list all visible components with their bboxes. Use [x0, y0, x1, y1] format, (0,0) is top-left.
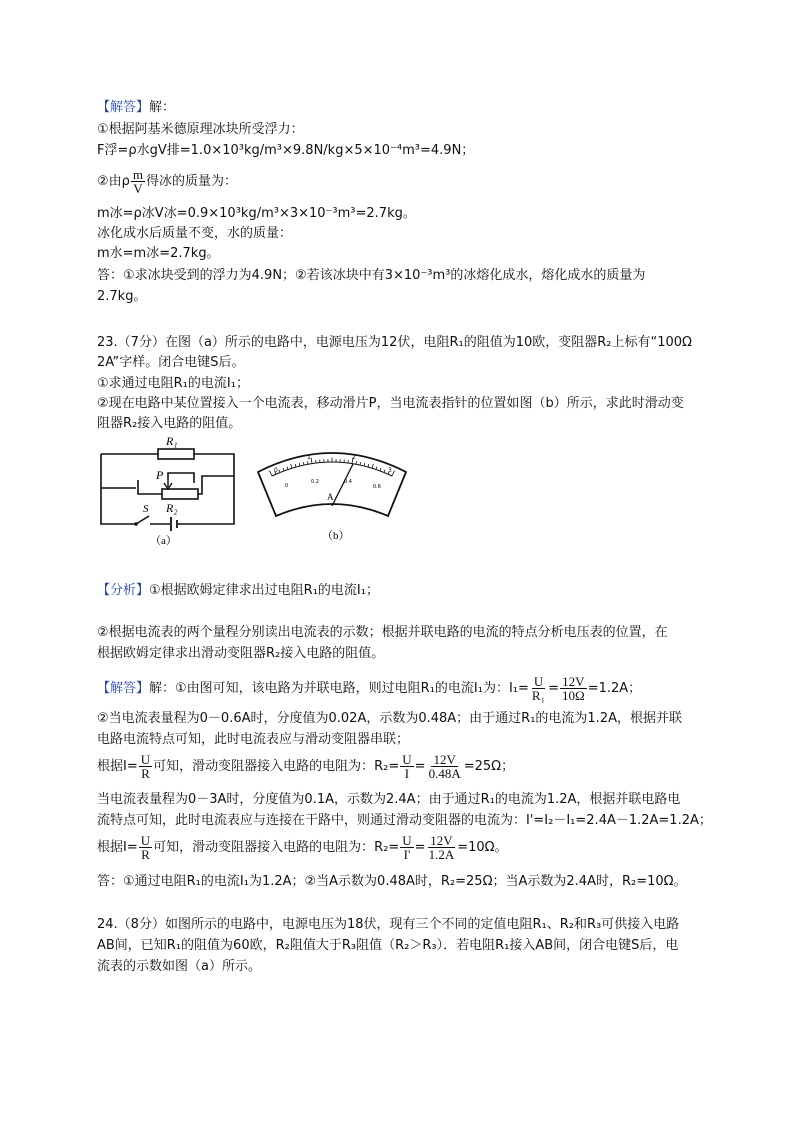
analysis-line-1: [97, 581, 379, 601]
ammeter-diagram: [252, 442, 412, 542]
fraction-12v-048a: [427, 753, 463, 780]
sub-label-0-4: 0.4: [344, 479, 352, 485]
equals-sign: =: [414, 759, 426, 774]
solution-line-1: [97, 675, 641, 701]
label-r2: R₂: [166, 501, 178, 515]
fraction-numerator: U: [140, 833, 151, 848]
fraction-u-r1: [530, 675, 547, 702]
q23-line-3: ①求通过电阻R₁的电流I₁；: [97, 376, 249, 391]
solution-text-1: 解：①由图可知，该电路为并联电路，则过电阻R₁的电流I₁为：I₁=: [149, 681, 529, 696]
scale-tick: [356, 461, 357, 464]
fraction-12v-10ohm: [560, 675, 587, 702]
label-r1: R₁: [166, 434, 178, 448]
ohm-law-text-2: 根据I=: [97, 840, 138, 855]
solution-answer-line: 答：①通过电阻R₁的电流I₁为1.2A；②当A示数为0.48A时，R₂=25Ω；当A示数为2.4A时，R₂=10Ω。: [97, 874, 687, 889]
fraction-denominator: 1.2A: [428, 847, 455, 862]
q23-line-5: 阻器R₂接入电路的阻值。: [97, 416, 242, 431]
fraction-denominator: R: [141, 847, 150, 862]
fraction-numerator: U: [402, 833, 412, 848]
buoyancy-formula-line: F浮=ρ水gV排=1.0×10³kg/m³×9.8N/kg×5×10⁻⁴m³=4.9N；: [97, 143, 475, 158]
fraction-denominator: V: [133, 181, 143, 196]
fraction-numerator: U: [402, 752, 412, 767]
solution-line-5: 当电流表量程为0－3A时，分度值为0.1A，示数为2.4A；由于通过R₁的电流为1.2A，根据并联电路电: [97, 792, 681, 807]
ice-mass-line: m冰=ρ冰V冰=0.9×10³kg/m³×3×10⁻³m³=2.7kg。: [97, 206, 416, 221]
water-mass-line: m水=m冰=2.7kg。: [97, 246, 220, 261]
sub-label-0: 0: [285, 483, 289, 489]
label-p: P: [156, 468, 164, 482]
fraction-numerator: m: [132, 167, 144, 182]
solution-line-2: ②当电流表量程为0－0.6A时，分度值为0.02A，示数为0.48A；由于通过R₁的电流为1.2A，根据并联: [97, 711, 682, 726]
tick-label-0: 0: [274, 467, 278, 474]
solution-line-6: 流特点可知，此时电流表应与连接在干路中，则通过滑动变阻器的电流为：I'=I₂－I₁=2.4A－1.2A=1.2A；: [97, 813, 712, 828]
battery-icon: [171, 517, 177, 531]
analysis-text-1: ①根据欧姆定律求出过电阻R₁的电流I₁；: [149, 583, 379, 598]
analysis-tag: 【分析】: [97, 583, 150, 598]
rheostat-r2: [162, 489, 198, 499]
fraction-numerator: U: [140, 752, 151, 767]
fraction-u-r: [139, 753, 152, 780]
solution-line-3: 电路电流特点可知，此时电流表应与滑动变阻器串联；: [97, 732, 410, 747]
q23-line-2: 2A”字样。闭合电键S后。: [97, 355, 245, 370]
caption-a: （a）: [150, 535, 177, 547]
fraction-denominator: R₁: [531, 688, 546, 703]
analysis-line-2: ②根据电流表的两个量程分别读出电流表的示数；根据并联电路的电流的特点分析电压表的位置，在: [97, 625, 668, 640]
fraction-numerator: 12V: [433, 752, 456, 767]
solution-tag: 【解答】: [97, 100, 150, 115]
solution-result-2: =25Ω；: [463, 759, 515, 774]
rheostat-text: 可知，滑动变阻器接入电路的电阻为：R₂=: [153, 759, 400, 774]
scale-tick: [307, 461, 308, 464]
analysis-line-3: 根据欧姆定律求出滑动变阻器R₂接入电路的阻值。: [97, 646, 385, 661]
switch-pivot: [134, 522, 138, 526]
tick-label-2: 2: [352, 454, 356, 461]
fraction-denominator: I: [404, 766, 410, 781]
slider-arrow-icon: [164, 480, 172, 489]
tick-label-3: 3: [388, 467, 392, 474]
equals-sign: =: [414, 840, 426, 855]
solution-tag-2: 【解答】: [97, 681, 150, 696]
label-s: S: [143, 503, 149, 515]
solution-head: 解：: [149, 100, 176, 115]
fraction-u-i-prime: [400, 834, 413, 861]
density-mass-line: [97, 167, 238, 196]
answer-line: 答：①求冰块受到的浮力为4.9N；②若该冰块中有3×10⁻³m³的冰熔化成水，熔化成水的质量为: [97, 268, 646, 283]
density-text-2: 得冰的质量为：: [146, 174, 238, 189]
unit-label: A: [327, 492, 334, 502]
fraction-numerator: 12V: [562, 674, 585, 689]
caption-b: （b）: [322, 530, 350, 542]
solution-result-3: =10Ω。: [457, 840, 508, 855]
resistor-r1: [158, 449, 194, 459]
solution-header-line: [97, 98, 175, 118]
answer-line-2: 2.7kg。: [97, 289, 147, 304]
sub-label-0-2: 0.2: [311, 479, 319, 485]
fraction-numerator: U: [533, 674, 544, 689]
q23-line-4: ②现在电路中某位置接入一个电流表，移动滑片P，当电流表指针的位置如图（b）所示，求此时滑动变: [97, 396, 684, 411]
solution-result-1: =1.2A；: [587, 681, 642, 696]
density-fraction: [131, 168, 145, 195]
q24-line-3: 流表的示数如图（a）所示。: [97, 959, 261, 974]
fraction-12v-12a: [427, 834, 457, 861]
switch-lever: [136, 516, 149, 524]
solution-line-7: [97, 834, 508, 862]
tick-label-1: 1: [307, 454, 311, 461]
q24-line-2: AB间，已知R₁的阻值为60欧，R₂阻值大于R₃阻值（R₂＞R₃）．若电阻R₁接入AB间，闭合电键S后，电: [97, 938, 679, 953]
fraction-denominator: I': [403, 847, 411, 862]
density-text: ②由ρ: [97, 174, 130, 189]
ohm-law-text: 根据I=: [97, 759, 138, 774]
q23-line-1: 23.（7分）在图（a）所示的电路中，电源电压为12伏，电阻R₁的阻值为10欧，变阻器R₂上标有“100Ω: [97, 335, 692, 350]
solution-line-4: [97, 753, 514, 781]
fraction-u-i: [400, 753, 413, 780]
circuit-diagram: [96, 432, 246, 547]
fraction-u-r-2: [139, 834, 152, 861]
fraction-denominator: R: [141, 766, 150, 781]
buoyancy-step-line: ①根据阿基米德原理冰块所受浮力：: [97, 122, 304, 137]
fraction-denominator: 0.48A: [428, 766, 461, 781]
fraction-numerator: 12V: [430, 833, 453, 848]
rheostat-text-2: 可知，滑动变阻器接入电路的电阻为：R₂=: [153, 840, 400, 855]
equals-sign: =: [548, 681, 560, 696]
q24-line-1: 24.（8分）如图所示的电路中，电源电压为18伏，现有三个不同的定值电阻R₁、R₂和R₃可供接入电路: [97, 917, 680, 932]
mass-unchanged-line: 冰化成水后质量不变，水的质量：: [97, 226, 293, 241]
sub-label-0-6: 0.6: [373, 484, 381, 490]
fraction-denominator: 10Ω: [562, 688, 585, 703]
